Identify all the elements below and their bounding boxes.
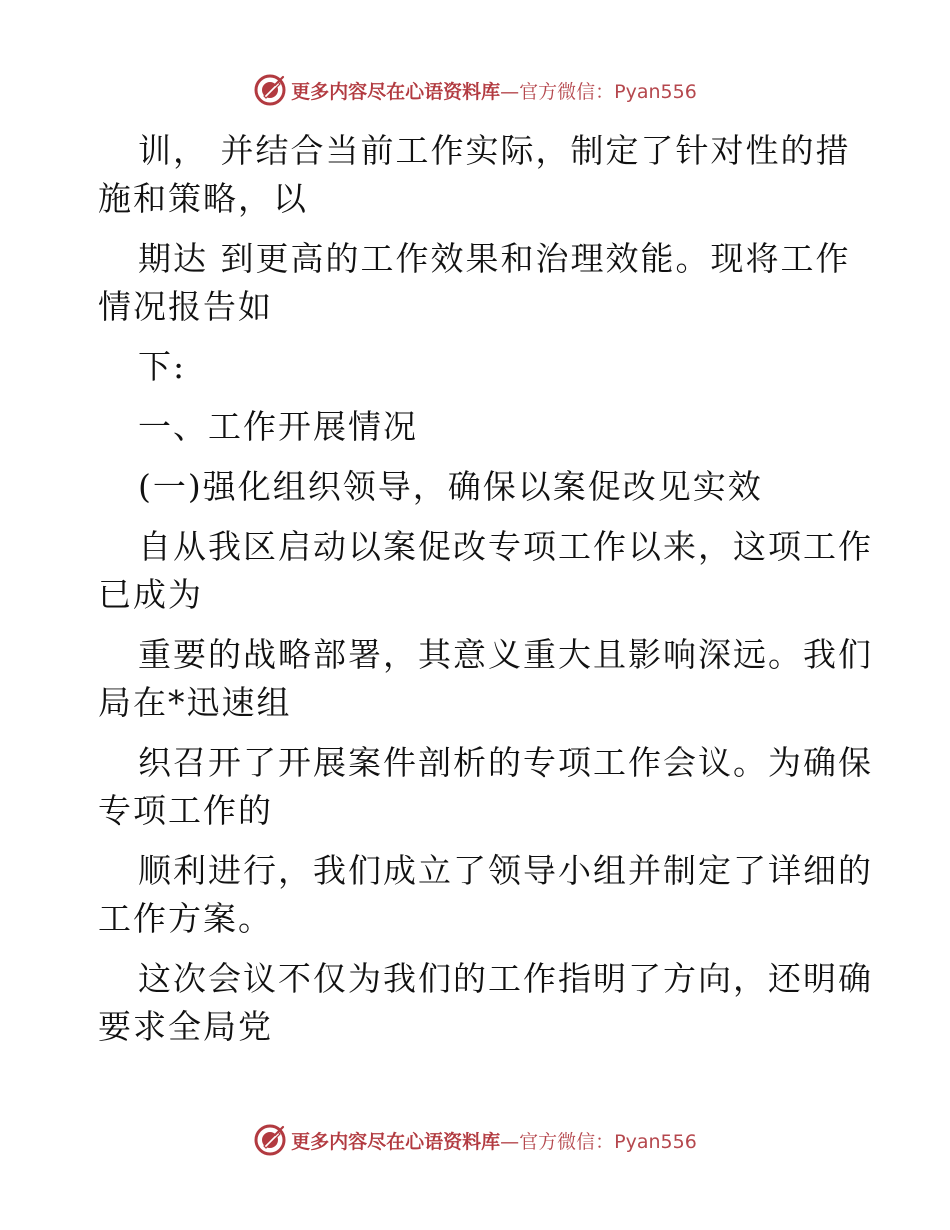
paragraph-line: 工作方案。 (98, 899, 273, 938)
footer-banner-wechat: 官方微信：Pyan556 (519, 1130, 697, 1153)
paragraph (98, 238, 858, 328)
paragraph (98, 346, 858, 388)
paragraph-line: 专项工作的 (98, 791, 273, 830)
footer-banner-brand: 更多内容尽在心语资料库 (291, 1130, 501, 1153)
subsection-heading-text: (一)强化组织领导，确保以案促改见实效 (138, 467, 763, 506)
paragraph (98, 634, 873, 724)
paragraph-line: 施和策略，以 (98, 179, 308, 218)
paragraph-line: 训， 并结合当前工作实际，制定了针对性的措 (138, 131, 851, 170)
paragraph-line: 织召开了开展案件剖析的专项工作会议。为确保 (138, 743, 873, 782)
pen-nib-seal-icon (253, 1123, 287, 1157)
paragraph-line: 已成为 (98, 575, 203, 614)
paragraph-line: 自从我区启动以案促改专项工作以来，这项工作 (138, 527, 873, 566)
footer-banner-separator: — (500, 1130, 520, 1153)
paragraph-line: 情况报告如 (98, 287, 273, 326)
subsection-heading (98, 466, 858, 508)
paragraph (98, 742, 873, 832)
document-body (98, 122, 873, 1048)
paragraph (98, 130, 858, 220)
paragraph (98, 850, 873, 940)
section-heading-text: 一、工作开展情况 (138, 407, 418, 446)
paragraph-line: 局在*迅速组 (98, 683, 292, 722)
footer-banner (0, 1118, 950, 1162)
paragraph-line: 期达 到更高的工作效果和治理效能。现将工作 (138, 239, 851, 278)
paragraph-line: 这次会议不仅为我们的工作指明了方向，还明确 (138, 959, 873, 998)
paragraph-line: 重要的战略部署，其意义重大且影响深远。我们 (138, 635, 873, 674)
header-banner-separator: — (500, 80, 520, 103)
header-banner-text (291, 77, 697, 104)
paragraph-line: 要求全局党 (98, 1007, 273, 1046)
pen-nib-seal-icon (253, 73, 287, 107)
footer-banner-text (291, 1127, 697, 1154)
header-banner-brand: 更多内容尽在心语资料库 (291, 80, 501, 103)
paragraph (98, 526, 873, 616)
header-banner-wechat: 官方微信：Pyan556 (519, 80, 697, 103)
header-banner (0, 68, 950, 112)
section-heading (98, 406, 858, 448)
paragraph (98, 958, 873, 1048)
paragraph-line: 下: (138, 347, 187, 386)
paragraph-line: 顺利进行，我们成立了领导小组并制定了详细的 (138, 851, 873, 890)
